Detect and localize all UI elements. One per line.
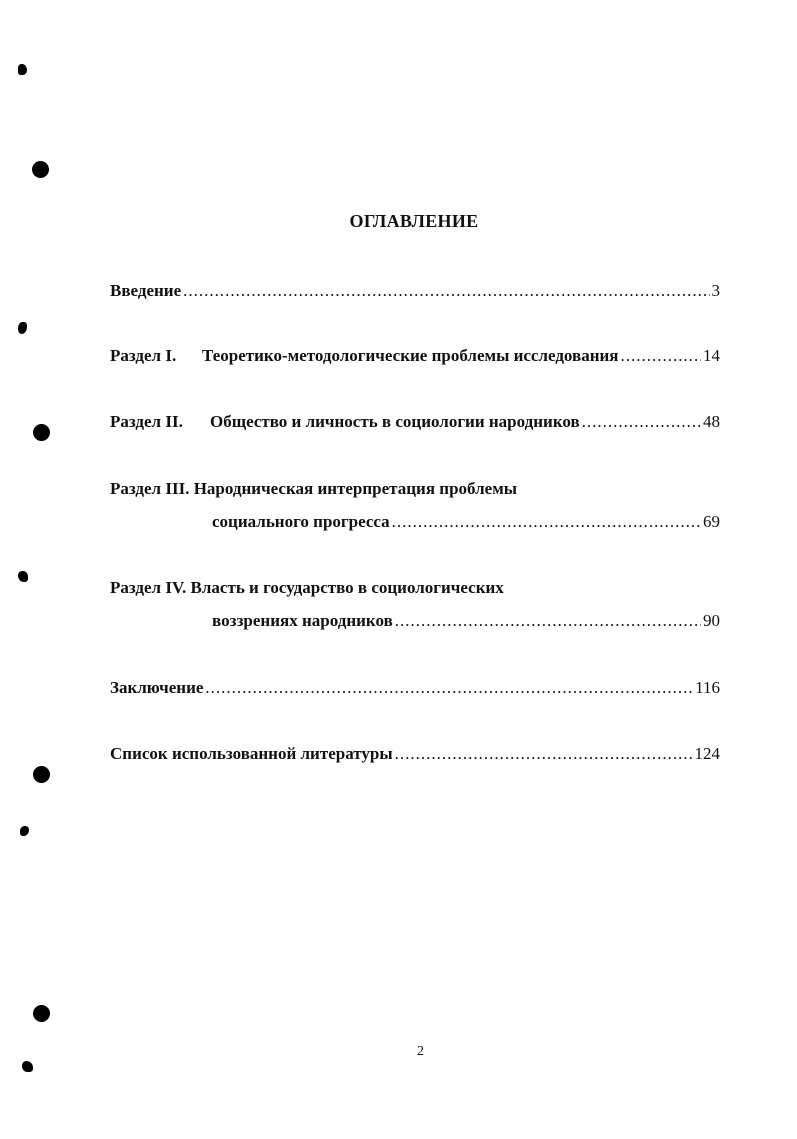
- toc-page-number: 14: [703, 346, 720, 365]
- toc-entry-section-4-head: [110, 577, 504, 599]
- toc-page-number: 124: [694, 744, 720, 763]
- section-title-continued: воззрениях народников: [212, 611, 393, 630]
- toc-entry-intro: [110, 280, 720, 302]
- toc-entry-conclusion: [110, 677, 720, 699]
- section-number: Раздел II.: [110, 412, 183, 431]
- page-title: ОГЛАВЛЕНИЕ: [349, 211, 479, 231]
- section-number: Раздел III.: [110, 479, 190, 498]
- dot-leader: [205, 677, 693, 699]
- toc-page-number: 48: [703, 412, 720, 431]
- dot-leader: [395, 610, 701, 632]
- punch-hole: [33, 1005, 50, 1022]
- page-number: 2: [417, 1044, 424, 1059]
- toc-entry-section-4: [212, 610, 720, 632]
- toc-label: Введение: [110, 281, 182, 300]
- section-title-continued: социального прогресса: [212, 512, 390, 531]
- toc-entry-section-2: [110, 411, 720, 433]
- toc-entry-bibliography: [110, 743, 720, 765]
- toc-entry-section-3-head: [110, 478, 517, 500]
- scan-speck: [22, 1061, 33, 1072]
- dot-leader: [582, 411, 701, 433]
- scan-speck: [18, 64, 27, 75]
- toc-label: Список использованной литературы: [110, 744, 393, 763]
- section-number: Раздел I.: [110, 346, 177, 365]
- toc-entry-section-1: [110, 345, 720, 367]
- dot-leader: [395, 743, 693, 765]
- dot-leader: [392, 511, 701, 533]
- toc-label: [110, 411, 580, 433]
- section-title: Народническая интерпретация проблемы: [193, 479, 518, 498]
- scan-speck: [20, 826, 29, 836]
- toc-entry-section-3: [212, 511, 720, 533]
- section-title: Власть и государство в социологических: [190, 578, 504, 597]
- toc-label: [110, 345, 618, 367]
- punch-hole: [33, 766, 50, 783]
- scan-speck: [18, 322, 27, 334]
- toc-page-number: 69: [703, 512, 720, 531]
- dot-leader: [183, 280, 709, 302]
- section-title: Теоретико-методологические проблемы исследования: [202, 346, 619, 365]
- section-number: Раздел IV.: [110, 578, 187, 597]
- punch-hole: [32, 161, 49, 178]
- toc-page-number: 90: [703, 611, 720, 630]
- scan-speck: [18, 571, 28, 582]
- toc-page-number: 116: [695, 678, 720, 697]
- dot-leader: [620, 345, 701, 367]
- toc-page-number: 3: [711, 281, 720, 300]
- punch-hole: [33, 424, 50, 441]
- section-title: Общество и личность в социологии народников: [210, 412, 580, 431]
- toc-label: Заключение: [110, 678, 204, 697]
